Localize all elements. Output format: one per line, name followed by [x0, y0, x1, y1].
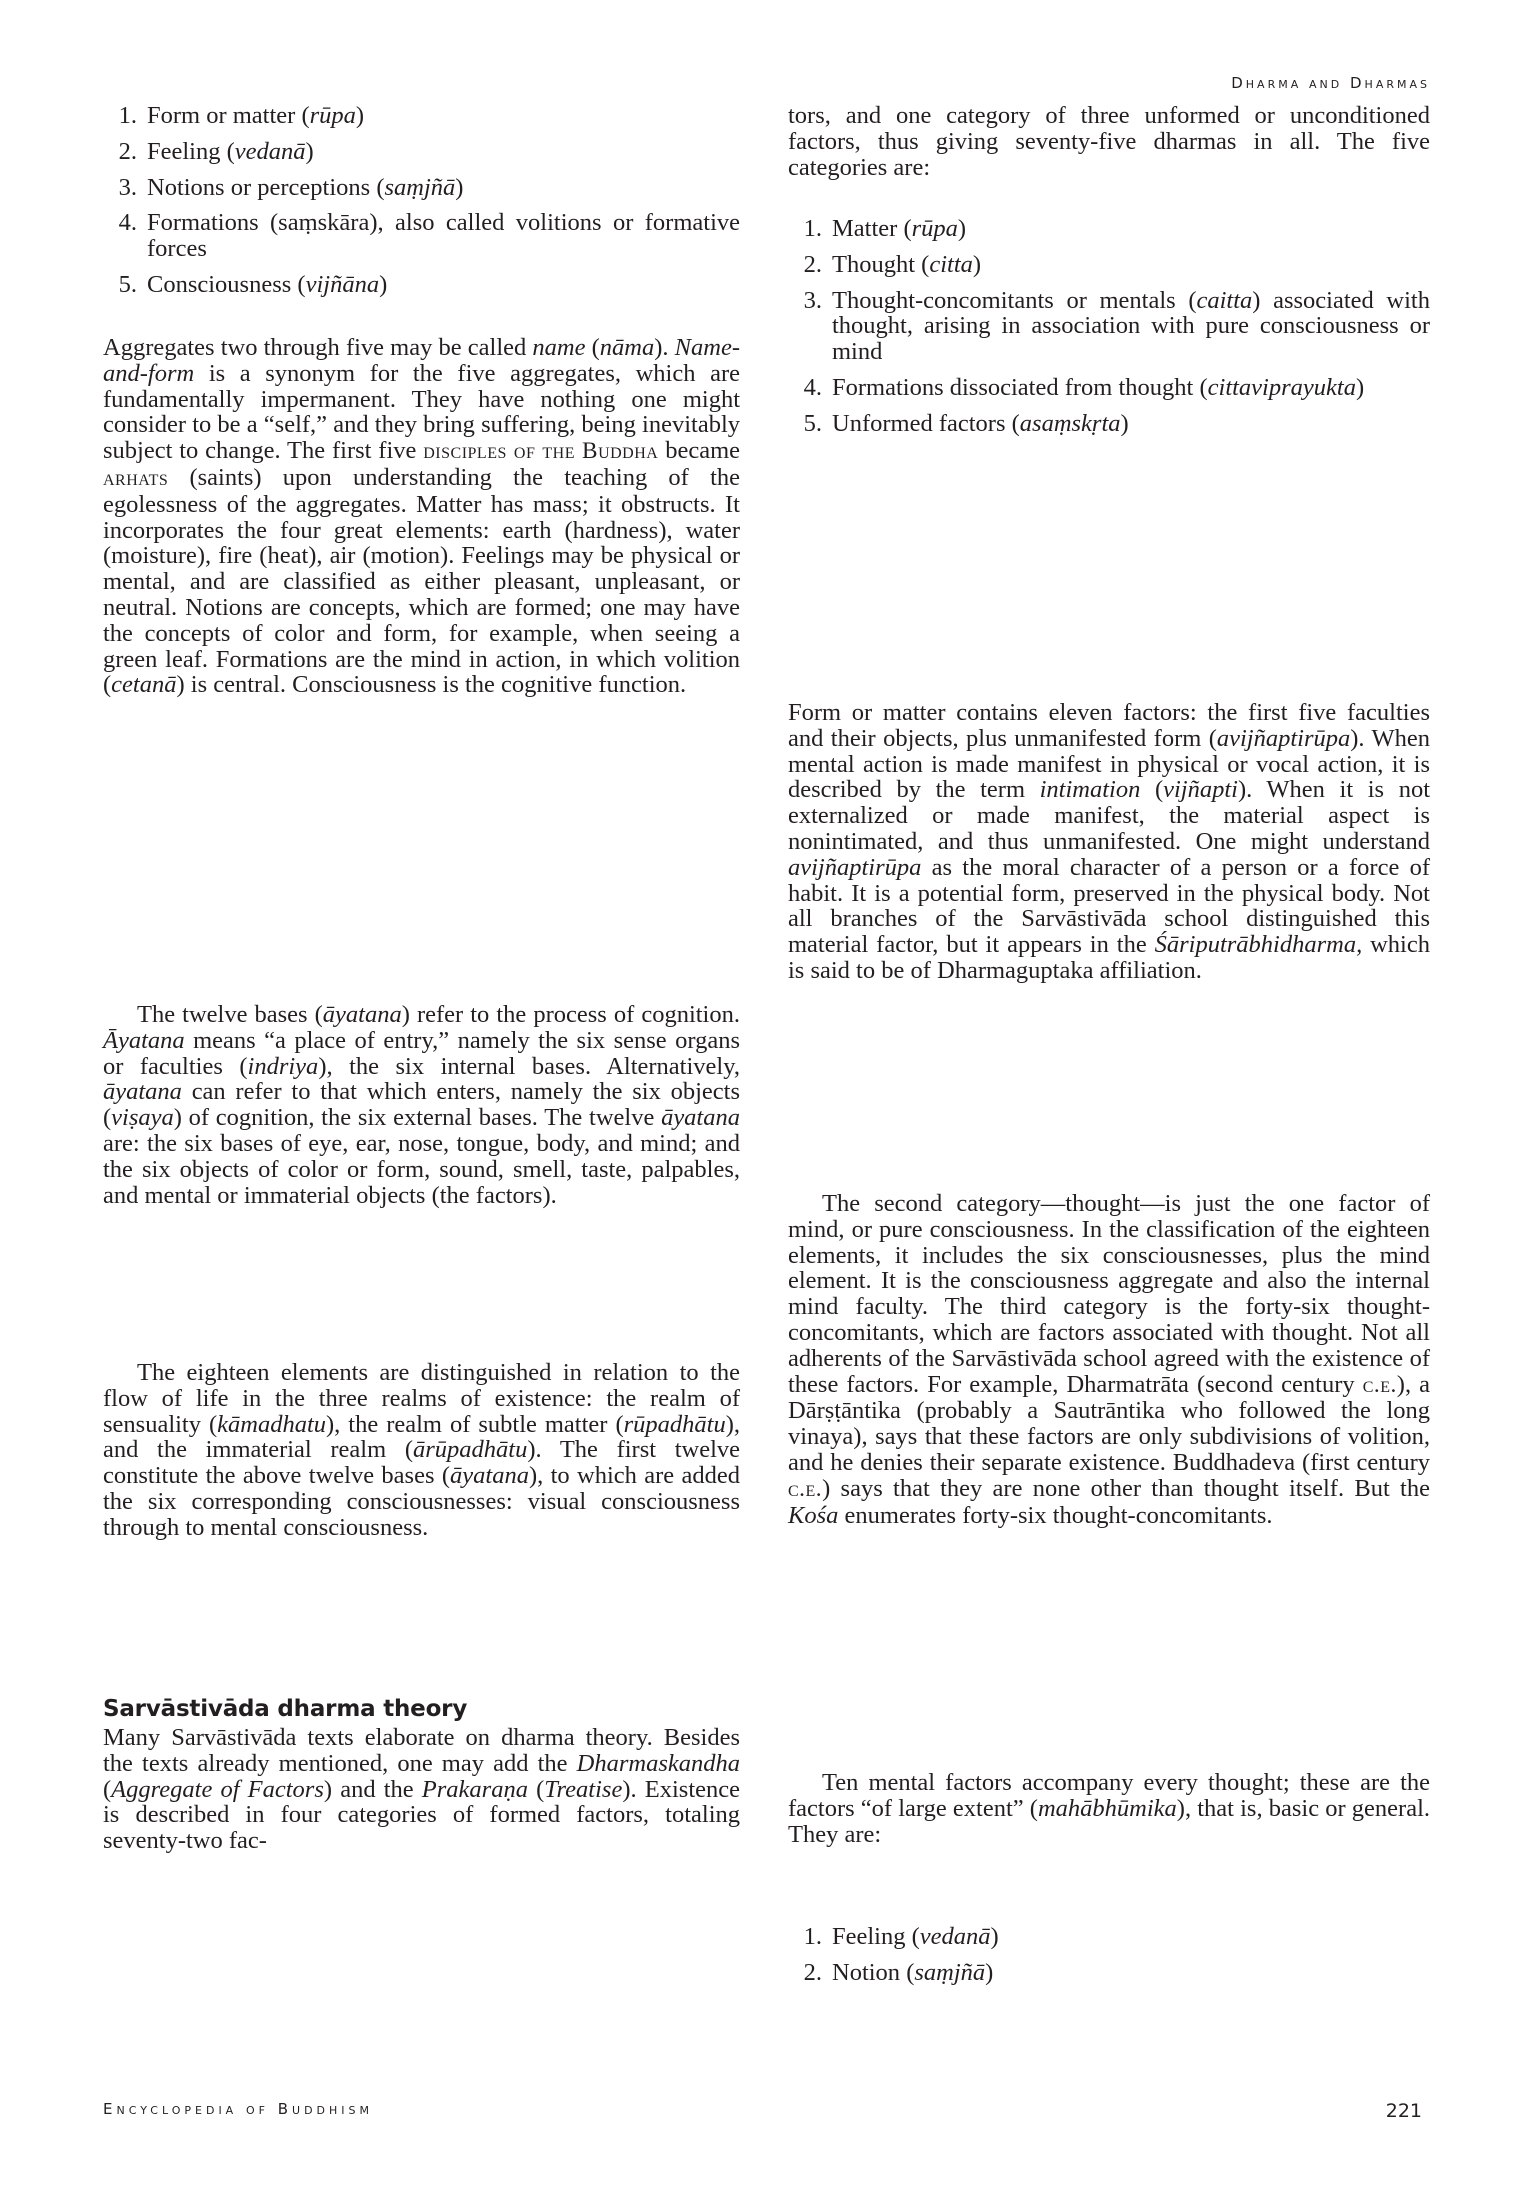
- sanskrit-term: vedanā: [234, 137, 306, 165]
- list-item: 2. Thought (citta): [803, 250, 982, 278]
- list-item: 5. Unformed factors (asaṃskṛta): [803, 409, 1129, 437]
- sanskrit-term: asaṃskṛta: [1019, 409, 1121, 437]
- book-title: Encyclopedia of Buddhism: [103, 2100, 374, 2118]
- sanskrit-term: saṃjñā: [384, 173, 456, 201]
- list-item: 4. Formations dissociated from thought (cittaviprayukta): [803, 373, 1365, 401]
- sanskrit-term: vijñāna: [305, 270, 380, 298]
- list-item: 3. Notions or perceptions (saṃjñā): [118, 173, 464, 201]
- paragraph-form-matter: Form or matter contains eleven factors: the first five faculties and their objects, plus unmanifested form (avijñaptirūpa). When mental action is made manifest in physical or vocal action, it is described by the term intimation (vijñapti). When it is not externalized or made manifest, the material aspect is nonintimated, and thus unmanifested. One might understand avijñaptirūpa as the moral character of a person or a force of habit. It is a potential form, preserved in the physical body. Not all branches of the Sarvāstivāda school distinguished this material factor, but it appears in the Śāriputrābhidharma, which is said to be of Dharmaguptaka affiliation.: [788, 699, 1430, 984]
- sanskrit-term: citta: [929, 250, 973, 278]
- sanskrit-term: rūpa: [911, 215, 958, 242]
- list-item: 2. Notion (saṃjñā): [803, 1958, 994, 1986]
- list-item: 1. Form or matter (rūpa): [118, 102, 365, 129]
- sanskrit-term: cittaviprayukta: [1207, 373, 1356, 401]
- aggregates-list: [103, 103, 740, 298]
- sanskrit-term: rūpa: [309, 102, 356, 129]
- list-item: 1. Feeling (vedanā): [803, 1923, 999, 1950]
- paragraph-continued: tors, and one category of three unformed or unconditioned factors, thus giving seventy-five dharmas in all. The five categories are:: [788, 102, 1430, 181]
- paragraph-second-category: The second category—thought—is just the one factor of mind, or pure consciousness. In the classification of the eighteen elements, it includes the six consciousnesses, plus the mind element. It is the consciousness aggregate and also the internal mind faculty. The third category is the forty-six thought-concomitants, which are factors associated with thought. Not all adherents of the Sarvāstivāda school agreed with the existence of these factors. For example, Dharmatrāta (second century c.e.), a Dārṣṭāntika (probably a Sautrāntika who followed the long vinaya), says that these factors are only subdivisions of volition, and he denies their separate existence. Buddhadeva (first century c.e.) says that they are none other than thought itself. But the Kośa enumerates forty-six thought-concomitants.: [788, 1190, 1430, 1529]
- list-item: 2. Feeling (vedanā): [118, 137, 314, 165]
- sanskrit-term: caitta: [1196, 286, 1253, 314]
- paragraph-ten-mental-factors: Ten mental factors accompany every thought; these are the factors “of large extent” (mahābhūmika), that is, basic or general. They are:: [788, 1769, 1431, 1848]
- mental-factors-list: [788, 1924, 1430, 1986]
- list-item: 5. Consciousness (vijñāna): [118, 270, 388, 298]
- section-heading: Sarvāstivāda dharma theory: [103, 1696, 468, 1722]
- paragraph-eighteen-elements: The eighteen elements are distinguished in relation to the flow of life in the three realms of existence: the realm of sensuality (kāmadhatu), the realm of subtle matter (rūpadhātu), and the immaterial realm (ārūpadhātu). The first twelve constitute the above twelve bases (āyatana), to which are added the six corresponding consciousnesses: visual consciousness through to mental consciousness.: [103, 1359, 740, 1541]
- list-item: 4. Formations (saṃskāra), also called volitions or formative forces: [118, 209, 740, 263]
- cross-reference-link[interactable]: arhats: [103, 464, 169, 491]
- cross-reference-link[interactable]: disciples of the Buddha: [423, 438, 659, 465]
- paragraph-twelve-bases: The twelve bases (āyatana) refer to the process of cognition. Āyatana means “a place of entry,” namely the six sense organs or faculties (indriya), the six internal bases. Alternatively, āyatana can refer to that which enters, namely the six objects (viṣaya) of cognition, the six external bases. The twelve āyatana are: the six bases of eye, ear, nose, tongue, body, and mind; and the six objects of color or form, sound, smell, taste, palpables, and mental or immaterial objects (the factors).: [103, 1001, 740, 1209]
- list-item: 1. Matter (rūpa): [803, 215, 967, 242]
- categories-list: [788, 216, 1430, 437]
- list-item: 3. Thought-concomitants or mentals (caitta) associated with thought, arising in association with pure consciousness or mind: [803, 286, 1430, 366]
- page-footer: [103, 2100, 1430, 2130]
- running-head: Dharma and Dharmas: [1231, 74, 1430, 92]
- paragraph-dharma-theory: Many Sarvāstivāda texts elaborate on dharma theory. Besides the texts already mentioned, one may add the Dharmaskandha (Aggregate of Factors) and the Prakaraṇa (Treatise). Existence is described in four categories of formed factors, totaling seventy-two fac-: [103, 1724, 740, 1855]
- sanskrit-term: vedanā: [919, 1923, 991, 1950]
- paragraph-aggregates: Aggregates two through five may be called name (nāma). Name-and-form is a synonym for the five aggregates, which are fundamentally impermanent. They have nothing one might consider to be a “self,” and they bring suffering, being inevitably subject to change. The first five disciples of the Buddha became arhats (saints) upon understanding the teaching of the egolessness of the aggregates. Matter has mass; it obstructs. It incorporates the four great elements: earth (hardness), water (moisture), fire (heat), air (motion). Feelings may be physical or mental, and are classified as either pleasant, unpleasant, or neutral. Notions are concepts, which are formed; one may have the concepts of color and form, for example, when seeing a green leaf. Formations are the mind in action, in which volition (cetanā) is central. Consciousness is the cognitive function.: [103, 334, 740, 699]
- page-number: 221: [1385, 2100, 1422, 2122]
- sanskrit-term: saṃjñā: [914, 1958, 986, 1986]
